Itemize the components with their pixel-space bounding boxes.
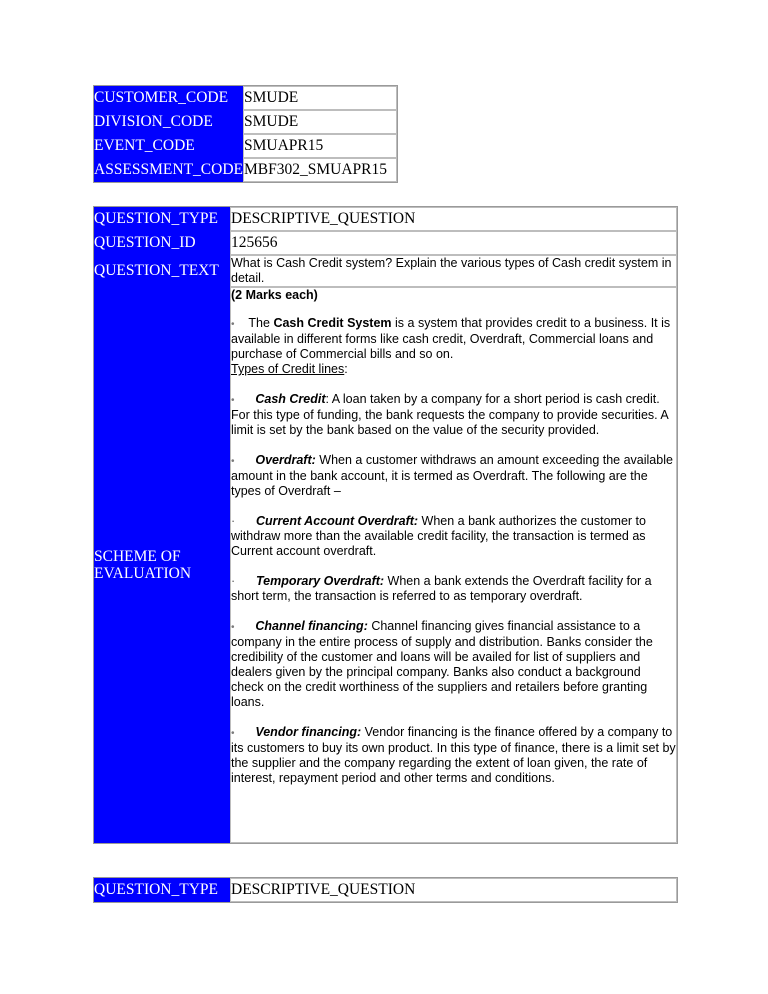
question-text-value: What is Cash Credit system? Explain the various types of Cash credit system in detail. — [230, 255, 677, 287]
question-type-value: DESCRIPTIVE_QUESTION — [230, 207, 677, 231]
question-table — [93, 206, 678, 844]
bullet-icon: • — [231, 728, 235, 739]
next-question-type-value: DESCRIPTIVE_QUESTION — [230, 878, 677, 902]
bullet-icon: • — [231, 395, 235, 406]
table-row — [94, 86, 397, 110]
event-code-label: EVENT_CODE — [94, 134, 243, 158]
current-account-overdraft-paragraph: · Current Account Overdraft: When a bank authorizes the customer to withdraw more than the available credit facility, the transaction is termed as Current account overdraft. — [231, 514, 646, 558]
scheme-label-line1: SCHEME OF — [94, 548, 181, 565]
cash-credit-paragraph: • Cash Credit: A loan taken by a company for a short period is cash credit. For this type of funding, the bank requests the company to provide securities. A limit is set by the bank based on the value of the security provided. — [231, 392, 669, 437]
next-question-table — [93, 877, 678, 903]
table-row — [94, 110, 397, 134]
marks-note: (2 Marks each) — [231, 288, 318, 302]
bullet-icon: • — [231, 319, 235, 330]
types-heading: Types of Credit lines — [231, 362, 345, 376]
assessment-code-value: MBF302_SMUAPR15 — [243, 158, 397, 182]
scheme-of-evaluation-label — [94, 287, 230, 843]
assessment-meta-table — [93, 85, 398, 183]
division-code-value: SMUDE — [243, 110, 397, 134]
question-id-label: QUESTION_ID — [94, 231, 230, 255]
table-row — [94, 207, 677, 231]
dot-icon: · — [231, 514, 236, 528]
table-row — [94, 134, 397, 158]
vendor-financing-paragraph: • Vendor financing: Vendor financing is the finance offered by a company to its customers to buy its own product. In this type of finance, there is a limit set by the supplier and the company regarding the extent of loan given, the rate of interest, repayment period and other terms and conditions. — [231, 725, 676, 785]
event-code-value: SMUAPR15 — [243, 134, 397, 158]
table-row — [94, 287, 677, 843]
overdraft-paragraph: • Overdraft: When a customer withdraws an amount exceeding the available amount in the bank account, it is termed as Overdraft. The following are the types of Overdraft – — [231, 453, 673, 498]
customer-code-label: CUSTOMER_CODE — [94, 86, 243, 110]
cash-credit-system-paragraph: • The Cash Credit System is a system that provides credit to a business. It is available in different forms like cash credit, Overdraft, Commercial loans and purchase of Commercial bills and so on. Types of Credit lines: — [231, 316, 671, 376]
table-row — [94, 878, 677, 902]
customer-code-value: SMUDE — [243, 86, 397, 110]
table-row — [94, 255, 677, 287]
temporary-overdraft-paragraph: · Temporary Overdraft: When a bank extends the Overdraft facility for a short term, the transaction is referred to as temporary overdraft. — [231, 574, 652, 603]
assessment-code-label: ASSESSMENT_CODE — [94, 158, 243, 182]
scheme-label-line2: EVALUATION — [94, 565, 192, 582]
dot-icon: · — [231, 574, 236, 588]
division-code-label: DIVISION_CODE — [94, 110, 243, 134]
table-row — [94, 158, 397, 182]
question-id-value: 125656 — [230, 231, 677, 255]
bullet-icon: • — [231, 456, 235, 467]
next-question-type-label: QUESTION_TYPE — [94, 878, 230, 902]
channel-financing-paragraph: • Channel financing: Channel financing gives financial assistance to a company in the entire process of supply and distribution. Banks consider the credibility of the customer and loans will be availed for list of suppliers and dealers given by the principal company. Banks also conduct a background check on the credit worthiness of the suppliers and retailers before granting loans. — [231, 619, 653, 709]
scheme-of-evaluation-content — [230, 287, 677, 843]
question-type-label: QUESTION_TYPE — [94, 207, 230, 231]
question-text-label: QUESTION_TEXT — [94, 255, 230, 287]
table-row — [94, 231, 677, 255]
bullet-icon: • — [231, 622, 235, 633]
